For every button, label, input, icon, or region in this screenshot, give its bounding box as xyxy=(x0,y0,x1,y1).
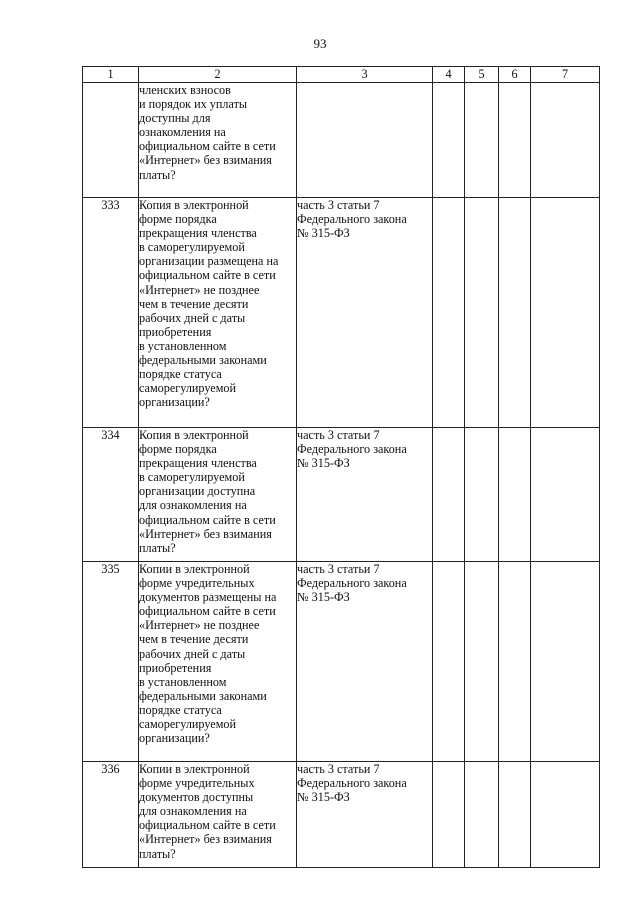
legal-reference xyxy=(297,428,433,562)
not-applicable-cell xyxy=(499,428,531,562)
requirement-line: официальном сайте в сети xyxy=(139,604,276,619)
answer-no-cell xyxy=(465,83,499,198)
reference-line: часть 3 статьи 7 xyxy=(297,562,380,576)
table-row xyxy=(83,762,600,868)
reference-line: Федерального закона xyxy=(297,576,407,591)
requirement-line: официальном сайте в сети xyxy=(139,818,276,833)
requirement-text xyxy=(139,762,297,868)
column-header: 2 xyxy=(139,67,297,83)
note-cell xyxy=(531,562,600,762)
answer-no-cell xyxy=(465,762,499,868)
requirement-line: форме порядка xyxy=(139,212,217,227)
requirement-line: Копии в электронной xyxy=(139,762,250,776)
requirement-line: официальном сайте в сети xyxy=(139,139,276,154)
answer-yes-cell xyxy=(433,83,465,198)
requirement-line: рабочих дней с даты xyxy=(139,646,246,661)
requirement-line: прекращения членства xyxy=(139,226,257,241)
row-number: 333 xyxy=(83,198,139,428)
requirement-line: «Интернет» без взимания xyxy=(139,526,272,541)
not-applicable-cell xyxy=(499,762,531,868)
requirement-text xyxy=(139,198,297,428)
table-row xyxy=(83,428,600,562)
legal-reference xyxy=(297,762,433,868)
reference-line: № 315-ФЗ xyxy=(297,590,350,605)
requirement-text xyxy=(139,83,297,198)
reference-line: Федерального закона xyxy=(297,776,407,791)
reference-line: часть 3 статьи 7 xyxy=(297,428,380,442)
requirement-line: Копии в электронной xyxy=(139,562,250,576)
requirement-line: платы? xyxy=(139,540,176,555)
row-number: 336 xyxy=(83,762,139,868)
requirement-line: членских взносов xyxy=(139,83,231,97)
requirement-line: саморегулируемой xyxy=(139,717,237,732)
requirement-line: приобретения xyxy=(139,324,212,339)
requirement-line: чем в течение десяти xyxy=(139,632,249,647)
answer-no-cell xyxy=(465,198,499,428)
requirement-line: организации? xyxy=(139,731,210,746)
requirement-line: саморегулируемой xyxy=(139,381,237,396)
reference-line: № 315-ФЗ xyxy=(297,456,350,471)
requirement-line: федеральными законами xyxy=(139,353,267,368)
not-applicable-cell xyxy=(499,562,531,762)
note-cell xyxy=(531,198,600,428)
requirement-line: ознакомления на xyxy=(139,125,226,140)
legal-reference xyxy=(297,83,433,198)
table-row xyxy=(83,198,600,428)
requirement-line: рабочих дней с даты xyxy=(139,310,246,325)
requirement-line: платы? xyxy=(139,846,176,861)
requirement-text xyxy=(139,428,297,562)
answer-no-cell xyxy=(465,428,499,562)
reference-line: Федерального закона xyxy=(297,442,407,457)
requirement-line: и порядок их уплаты xyxy=(139,97,248,112)
note-cell xyxy=(531,762,600,868)
answer-yes-cell xyxy=(433,428,465,562)
requirement-line: «Интернет» без взимания xyxy=(139,832,272,847)
answer-no-cell xyxy=(465,562,499,762)
header-row xyxy=(83,67,600,83)
requirement-line: порядке статуса xyxy=(139,702,222,717)
requirement-line: «Интернет» без взимания xyxy=(139,153,272,168)
column-header: 5 xyxy=(465,67,499,83)
requirement-line: в саморегулируемой xyxy=(139,240,245,255)
requirement-line: форме порядка xyxy=(139,442,217,457)
requirement-line: «Интернет» не позднее xyxy=(139,618,260,633)
requirement-line: доступны для xyxy=(139,111,211,126)
requirement-line: федеральными законами xyxy=(139,688,267,703)
answer-yes-cell xyxy=(433,562,465,762)
requirement-line: документов размещены на xyxy=(139,590,277,605)
legal-reference xyxy=(297,198,433,428)
requirement-line: в установленном xyxy=(139,338,227,353)
requirement-line: приобретения xyxy=(139,660,212,675)
column-header: 3 xyxy=(297,67,433,83)
requirement-line: организации? xyxy=(139,395,210,410)
row-number: 334 xyxy=(83,428,139,562)
not-applicable-cell xyxy=(499,198,531,428)
requirement-line: Копия в электронной xyxy=(139,198,249,212)
reference-line: № 315-ФЗ xyxy=(297,790,350,805)
not-applicable-cell xyxy=(499,83,531,198)
table-row xyxy=(83,562,600,762)
column-header: 6 xyxy=(499,67,531,83)
checklist-table xyxy=(82,66,600,868)
requirement-line: «Интернет» не позднее xyxy=(139,282,260,297)
column-header: 7 xyxy=(531,67,600,83)
requirement-line: Копия в электронной xyxy=(139,428,249,442)
requirement-line: форме учредительных xyxy=(139,576,255,591)
requirement-line: прекращения членства xyxy=(139,456,257,471)
requirement-line: чем в течение десяти xyxy=(139,296,249,311)
requirement-line: для ознакомления на xyxy=(139,804,247,819)
requirement-line: официальном сайте в сети xyxy=(139,512,276,527)
reference-line: часть 3 статьи 7 xyxy=(297,198,380,212)
answer-yes-cell xyxy=(433,762,465,868)
requirement-line: для ознакомления на xyxy=(139,498,247,513)
table-row xyxy=(83,83,600,198)
reference-line: Федерального закона xyxy=(297,212,407,227)
requirement-line: форме учредительных xyxy=(139,776,255,791)
reference-line: часть 3 статьи 7 xyxy=(297,762,380,776)
requirement-line: порядке статуса xyxy=(139,367,222,382)
requirement-line: официальном сайте в сети xyxy=(139,268,276,283)
reference-line: № 315-ФЗ xyxy=(297,226,350,241)
requirement-text xyxy=(139,562,297,762)
row-number: 335 xyxy=(83,562,139,762)
requirement-line: в установленном xyxy=(139,674,227,689)
column-header: 4 xyxy=(433,67,465,83)
requirement-line: в саморегулируемой xyxy=(139,470,245,485)
requirement-line: документов доступны xyxy=(139,790,254,805)
column-header: 1 xyxy=(83,67,139,83)
page-number: 93 xyxy=(313,36,327,51)
note-cell xyxy=(531,83,600,198)
legal-reference xyxy=(297,562,433,762)
requirement-line: платы? xyxy=(139,167,176,182)
note-cell xyxy=(531,428,600,562)
answer-yes-cell xyxy=(433,198,465,428)
row-number xyxy=(83,83,139,198)
requirement-line: организации размещена на xyxy=(139,254,279,269)
requirement-line: организации доступна xyxy=(139,484,256,499)
